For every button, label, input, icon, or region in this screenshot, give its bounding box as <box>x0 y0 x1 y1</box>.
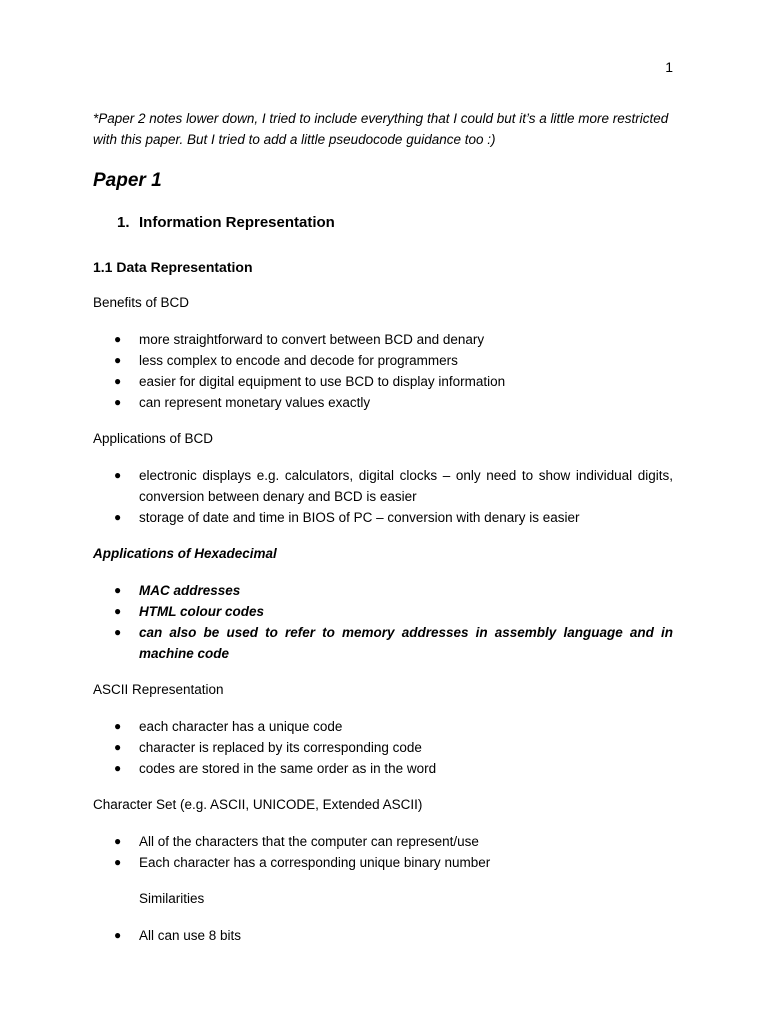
bullet-icon: ● <box>114 374 122 388</box>
bcd-benefits-list <box>93 329 673 413</box>
ascii-heading: ASCII Representation <box>93 682 224 697</box>
hex-applications-list <box>93 580 673 664</box>
list-item: ● can also be used to refer to memory addresses in assembly language and in machine code <box>93 622 673 664</box>
document-body <box>93 108 673 946</box>
similarities-heading: Similarities <box>139 891 205 906</box>
list-item: ● All of the characters that the computer can represent/use <box>93 831 673 852</box>
bcd-benefits-heading: Benefits of BCD <box>93 295 190 310</box>
bullet-icon: ● <box>114 604 122 618</box>
section-title <box>117 211 673 235</box>
bullet-icon: ● <box>114 625 122 639</box>
list-item: ● more straightforward to convert between BCD and denary <box>93 329 673 350</box>
bullet-icon: ● <box>114 855 122 869</box>
bullet-icon: ● <box>114 719 122 733</box>
bullet-icon: ● <box>114 740 122 754</box>
bullet-icon: ● <box>114 928 122 942</box>
bullet-icon: ● <box>114 834 122 848</box>
bcd-applications-list <box>93 465 673 528</box>
charset-list <box>93 831 673 873</box>
bullet-icon: ● <box>114 510 122 524</box>
list-item: ● less complex to encode and decode for programmers <box>93 350 673 371</box>
charset-heading: Character Set (e.g. ASCII, UNICODE, Extended ASCII) <box>93 797 423 812</box>
bullet-icon: ● <box>114 468 122 482</box>
list-item: ● codes are stored in the same order as in the word <box>93 758 673 779</box>
bcd-applications-heading: Applications of BCD <box>93 431 214 446</box>
bullet-icon: ● <box>114 332 122 346</box>
similarities-list <box>93 925 673 946</box>
list-item: ● easier for digital equipment to use BCD to display information <box>93 371 673 392</box>
hex-applications-heading: Applications of Hexadecimal <box>93 546 277 561</box>
bullet-icon: ● <box>114 395 122 409</box>
list-item: ● All can use 8 bits <box>93 925 673 946</box>
list-item: ● MAC addresses <box>93 580 673 601</box>
list-item: ● HTML colour codes <box>93 601 673 622</box>
intro-note: *Paper 2 notes lower down, I tried to include everything that I could but it’s a little more restricted with this paper. But I tried to add a little pseudocode guidance too :) <box>93 111 669 147</box>
list-item: ● each character has a unique code <box>93 716 673 737</box>
bullet-icon: ● <box>114 353 122 367</box>
list-item: ● storage of date and time in BIOS of PC – conversion with denary is easier <box>93 507 673 528</box>
subsection-title: 1.1 Data Representation <box>93 259 253 275</box>
list-item: ● Each character has a corresponding unique binary number <box>93 852 673 873</box>
section-number: 1. <box>117 214 130 231</box>
bullet-icon: ● <box>114 583 122 597</box>
list-item: ● electronic displays e.g. calculators, digital clocks – only need to show individual digits, conversion between denary and BCD is easier <box>93 465 673 507</box>
list-item: ● character is replaced by its corresponding code <box>93 737 673 758</box>
list-item: ● can represent monetary values exactly <box>93 392 673 413</box>
page-number: 1 <box>665 59 673 75</box>
bullet-icon: ● <box>114 761 122 775</box>
section-title-text: Information Representation <box>139 214 335 231</box>
paper-title: Paper 1 <box>93 170 162 191</box>
ascii-list <box>93 716 673 779</box>
